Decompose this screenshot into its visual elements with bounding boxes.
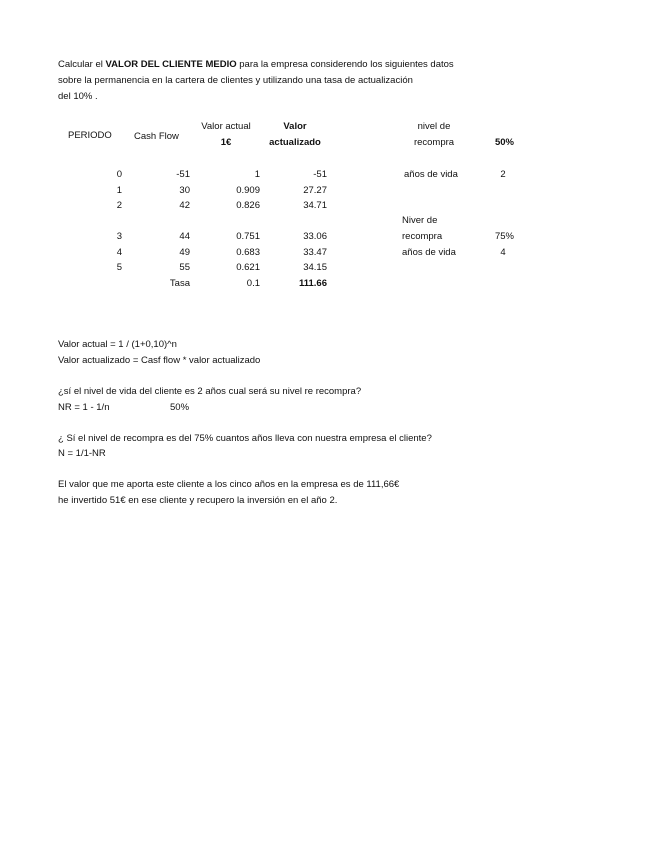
cell-cash-flow: 44 xyxy=(179,231,190,242)
question-1: ¿sí el nivel de vida del cliente es 2 años cual será su nivel re recompra? xyxy=(58,386,362,397)
cell-valor-actualizado: 33.47 xyxy=(303,247,327,258)
question-2: ¿ Sí el nivel de recompra es del 75% cuantos años lleva con nuestra empresa el cliente? xyxy=(58,433,432,444)
conclusion-2: he invertido 51€ en ese cliente y recupero la inversión en el año 2. xyxy=(58,495,338,506)
cell-valor-actualizado: 34.71 xyxy=(303,200,327,211)
anos-vida-2-value: 4 xyxy=(500,247,506,258)
cell-valor-actual: 0.826 xyxy=(236,200,260,211)
cell-cash-flow: 49 xyxy=(179,247,190,258)
intro-suffix: para la empresa considerendo los siguientes datos xyxy=(239,59,454,70)
nivel-recompra-value: 50% xyxy=(494,137,514,148)
cell-valor-actualizado: 34.15 xyxy=(303,262,327,273)
formula-valor-actualizado: Valor actualizado = Casf flow * valor actualizado xyxy=(58,355,261,366)
formula-valor-actual: Valor actual = 1 / (1+0,10)^n xyxy=(58,339,177,350)
cell-cash-flow: 42 xyxy=(179,200,190,211)
header-valor-actual-l1: Valor actual xyxy=(201,121,251,132)
tasa-value: 0.1 xyxy=(246,278,260,289)
total-value: 111.66 xyxy=(298,278,327,289)
nivel-recompra-l1: nivel de xyxy=(417,121,451,132)
cell-periodo: 4 xyxy=(116,247,122,258)
cell-cash-flow: 55 xyxy=(179,262,190,273)
cell-valor-actual: 0.683 xyxy=(236,247,260,258)
cell-cash-flow: 30 xyxy=(179,185,190,196)
niver-recompra-value: 75% xyxy=(494,231,514,242)
header-cash-flow: Cash Flow xyxy=(134,131,179,142)
cell-valor-actualizado: 33.06 xyxy=(303,231,327,242)
anos-vida-label: años de vida xyxy=(404,169,458,180)
intro-line-1 xyxy=(58,59,454,71)
header-valor-actualizado-l2: actualizado xyxy=(269,137,321,148)
header-valor-actualizado-l1: Valor xyxy=(283,121,307,132)
header-periodo: PERIODO xyxy=(68,130,112,141)
cell-cash-flow: -51 xyxy=(176,169,190,180)
niver-recompra-l2: recompra xyxy=(402,231,443,242)
intro-highlight: VALOR DEL CLIENTE MEDIO xyxy=(105,59,237,70)
cell-periodo: 5 xyxy=(116,262,122,273)
nivel-recompra-l2: recompra xyxy=(413,137,455,148)
question-1-answer: 50% xyxy=(170,402,190,413)
cell-periodo: 1 xyxy=(116,185,122,196)
header-valor-actual-l2: 1€ xyxy=(220,137,232,148)
tasa-label: Tasa xyxy=(169,278,190,289)
cell-valor-actual: 0.751 xyxy=(236,231,260,242)
question-1-formula: NR = 1 - 1/n xyxy=(58,402,110,413)
cell-periodo: 2 xyxy=(116,200,122,211)
anos-vida-2-label: años de vida xyxy=(402,247,456,258)
cell-valor-actual: 0.909 xyxy=(236,185,260,196)
conclusion-1: El valor que me aporta este cliente a los cinco años en la empresa es de 111,66€ xyxy=(58,479,400,490)
cell-valor-actualizado: 27.27 xyxy=(303,185,327,196)
cell-valor-actual: 0.621 xyxy=(236,262,260,273)
cell-valor-actual: 1 xyxy=(254,169,260,180)
intro-line-2: sobre la permanencia en la cartera de clientes y utilizando una tasa de actualización xyxy=(58,75,413,86)
cell-periodo: 3 xyxy=(116,231,122,242)
question-2-formula: N = 1/1-NR xyxy=(58,448,106,459)
cell-periodo: 0 xyxy=(116,169,122,180)
cell-valor-actualizado: -51 xyxy=(313,169,327,180)
niver-recompra-l1: Niver de xyxy=(402,215,438,226)
intro-line-3: del 10% . xyxy=(58,91,98,102)
anos-vida-value: 2 xyxy=(500,169,506,180)
intro-prefix: Calcular el xyxy=(58,59,103,70)
